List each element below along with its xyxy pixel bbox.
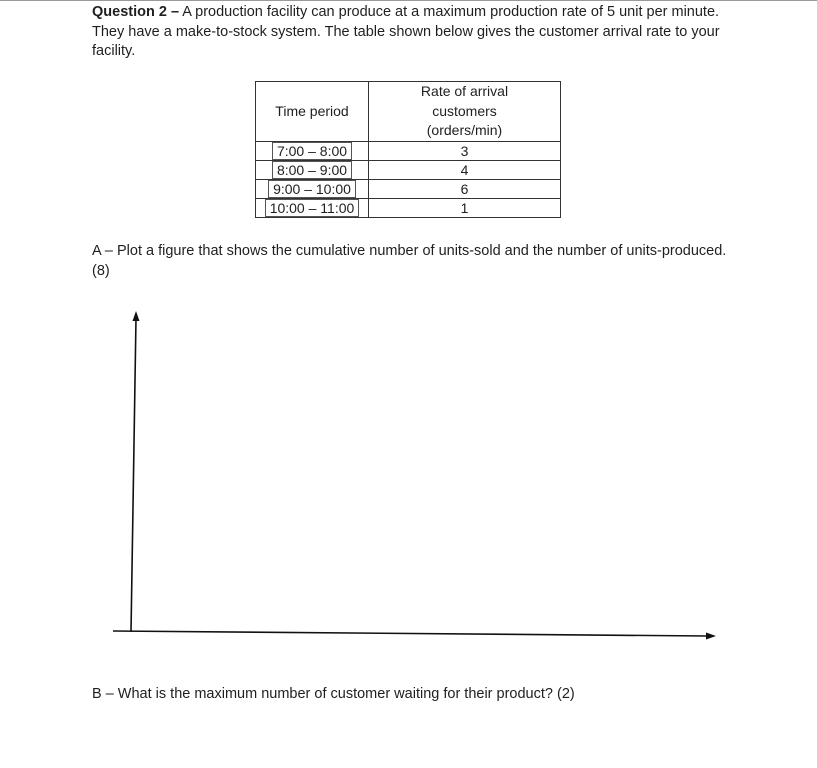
y-axis-arrowhead <box>133 311 140 321</box>
cell-rate: 4 <box>369 160 561 179</box>
cell-rate: 6 <box>369 179 561 198</box>
time-value: 7:00 – 8:00 <box>272 142 352 160</box>
question-label: Question 2 – <box>92 4 180 20</box>
part-a-text: A – Plot a figure that shows the cumulative number of units-sold and the number of units-produced. (8) <box>92 243 727 279</box>
y-axis-line <box>131 318 136 632</box>
header-arrival-rate: Rate of arrival customers (orders/min) <box>369 82 561 142</box>
x-axis-line <box>113 631 708 636</box>
cell-rate: 3 <box>369 141 561 160</box>
time-value: 9:00 – 10:00 <box>268 180 356 198</box>
time-value: 8:00 – 9:00 <box>272 161 352 179</box>
time-value: 10:00 – 11:00 <box>265 199 360 217</box>
x-axis-arrowhead <box>706 633 716 640</box>
cell-rate: 1 <box>369 198 561 217</box>
part-b-text: B – What is the maximum number of customer waiting for their product? (2) <box>92 686 575 702</box>
question-body: A production facility can produce at a maximum production rate of 5 unit per minute. They have a make-to-stock system. The table shown below gives the customer arrival rate to your facility. <box>92 4 720 59</box>
header-time-period: Time period <box>256 82 369 142</box>
